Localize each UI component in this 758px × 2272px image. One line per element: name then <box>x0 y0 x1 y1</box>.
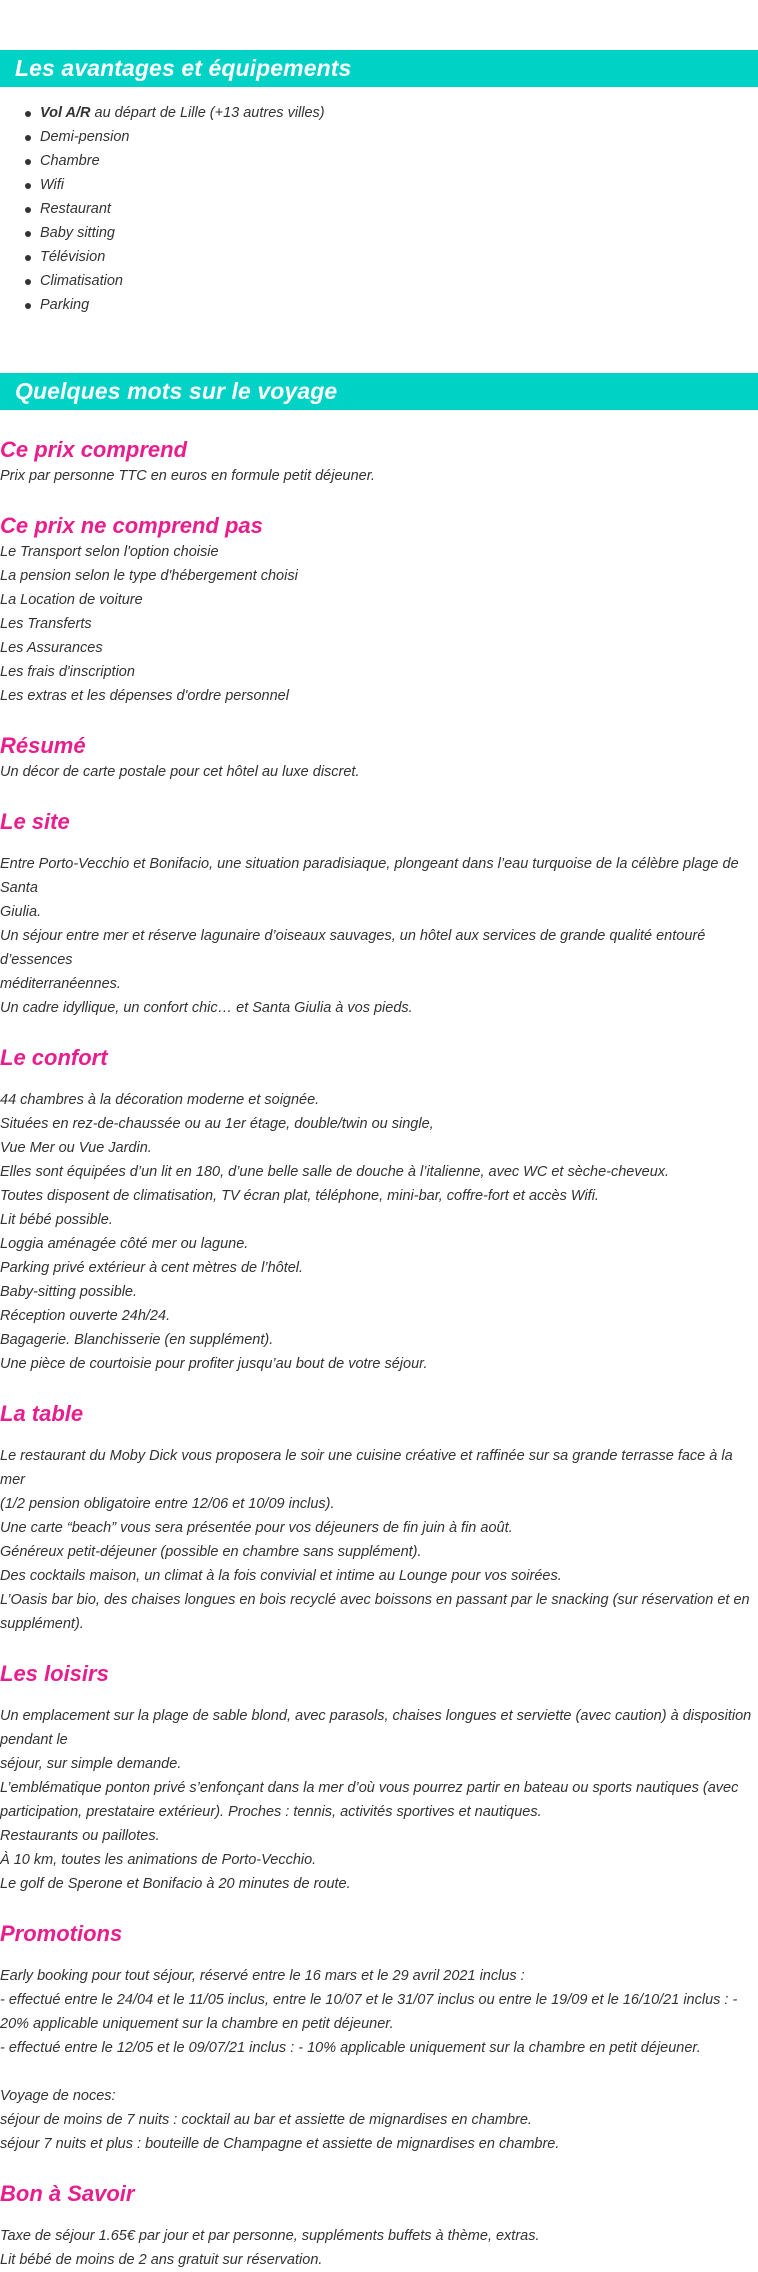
comfort-line: Réception ouverte 24h/24. <box>0 1308 171 1324</box>
comfort-line: Lit bébé possible. <box>0 1212 113 1228</box>
table-line: Des cocktails maison, un climat à la fois convivial et intime au Lounge pour vos soirées. <box>0 1568 562 1584</box>
price-excluded-line: Les extras et les dépenses d'ordre personnel <box>0 688 289 704</box>
comfort-line: Toutes disposent de climatisation, TV écran plat, téléphone, mini-bar, coffre-fort et accès Wifi. <box>0 1188 599 1204</box>
amenity-item: Parking <box>40 293 758 317</box>
spacer <box>0 836 758 852</box>
trip-banner: Quelques mots sur le voyage <box>0 373 758 410</box>
comfort-line: Bagagerie. Blanchisserie (en supplément). <box>0 1332 274 1348</box>
site-line: Un séjour entre mer et réserve lagunaire d’oiseaux sauvages, un hôtel aux services de grande qualité entouré d’essences <box>0 928 706 968</box>
good-to-know-line: Lit bébé de moins de 2 ans gratuit sur réservation. <box>0 2252 323 2268</box>
comfort-line: Situées en rez-de-chaussée ou au 1er étage, double/twin ou single, <box>0 1116 434 1132</box>
comfort-line: Une pièce de courtoisie pour profiter jusqu’au bout de votre séjour. <box>0 1356 428 1372</box>
table-line: Le restaurant du Moby Dick vous proposera le soir une cuisine créative et raffinée sur sa grande terrasse face à la mer <box>0 1448 733 1488</box>
content <box>0 436 758 2272</box>
price-excluded-title: Ce prix ne comprend pas <box>0 513 263 538</box>
promotions-line: - effectué entre le 24/04 et le 11/05 inclus, entre le 10/07 et le 31/07 inclus ou entre le 19/09 et le 16/10/21 inclus : - <box>0 1992 738 2008</box>
spacer <box>0 1428 758 1444</box>
price-excluded-line: Les Transferts <box>0 616 92 632</box>
spacer <box>0 1948 758 1964</box>
site-line: Entre Porto-Vecchio et Bonifacio, une situation paradisiaque, plongeant dans l’eau turquoise de la célèbre plage de Santa <box>0 856 739 896</box>
leisure-line: participation, prestataire extérieur). Proches : tennis, activités sportives et nautiques. <box>0 1804 542 1820</box>
summary-title: Résumé <box>0 733 86 758</box>
comfort-line: Baby-sitting possible. <box>0 1284 138 1300</box>
price-excluded-line: Les Assurances <box>0 640 103 656</box>
table-line: Généreux petit-déjeuner (possible en chambre sans supplément). <box>0 1544 422 1560</box>
promotions-line: 20% applicable uniquement sur la chambre en petit déjeuner. <box>0 2016 394 2032</box>
spacer <box>0 1688 758 1704</box>
price-included-title: Ce prix comprend <box>0 437 188 462</box>
amenity-item: Demi-pension <box>40 125 758 149</box>
table-line: Une carte “beach” vous sera présentée pour vos déjeuners de fin juin à fin août. <box>0 1520 513 1536</box>
comfort-line: Parking privé extérieur à cent mètres de l’hôtel. <box>0 1260 304 1276</box>
amenities-banner: Les avantages et équipements <box>0 50 758 87</box>
table-line: supplément). <box>0 1616 84 1632</box>
table-line: L’Oasis bar bio, des chaises longues en bois recyclé avec boissons en passant par le snacking (sur réservation et en <box>0 1592 750 1608</box>
price-excluded-line: Le Transport selon l'option choisie <box>0 544 219 560</box>
good-to-know-line: Taxe de séjour 1.65€ par jour et par personne, suppléments buffets à thème, extras. <box>0 2228 540 2244</box>
amenity-item: Wifi <box>40 173 758 197</box>
amenity-flight-rest: au départ de Lille (+13 autres villes) <box>90 105 325 121</box>
amenity-item: Chambre <box>40 149 758 173</box>
spacer <box>0 1072 758 1088</box>
amenity-item: Télévision <box>40 245 758 269</box>
price-excluded-line: La Location de voiture <box>0 592 143 608</box>
site-title: Le site <box>0 809 70 834</box>
price-included-line: Prix par personne TTC en euros en formule petit déjeuner. <box>0 468 376 484</box>
leisure-line: L’emblématique ponton privé s’enfonçant dans la mer d’où vous pourrez partir en bateau ou sports nautiques (avec <box>0 1780 739 1796</box>
leisure-line: Restaurants ou paillotes. <box>0 1828 160 1844</box>
amenities-list <box>0 101 758 317</box>
comfort-line: 44 chambres à la décoration moderne et soignée. <box>0 1092 320 1108</box>
promotions-line: séjour 7 nuits et plus : bouteille de Champagne et assiette de mignardises en chambre. <box>0 2136 560 2152</box>
promotions-line: séjour de moins de 7 nuits : cocktail au bar et assiette de mignardises en chambre. <box>0 2112 532 2128</box>
leisure-line: Le golf de Sperone et Bonifacio à 20 minutes de route. <box>0 1876 351 1892</box>
promotions-line: Voyage de noces: <box>0 2088 116 2104</box>
amenity-flight-bold: Vol A/R <box>40 105 91 121</box>
price-excluded-line: Les frais d'inscription <box>0 664 135 680</box>
price-excluded-line: La pension selon le type d'hébergement choisi <box>0 568 298 584</box>
amenity-item-flight <box>40 101 758 125</box>
summary-line: Un décor de carte postale pour cet hôtel au luxe discret. <box>0 764 360 780</box>
amenity-item: Restaurant <box>40 197 758 221</box>
comfort-line: Loggia aménagée côté mer ou lagune. <box>0 1236 249 1252</box>
site-line: Giulia. <box>0 904 42 920</box>
spacer <box>0 2208 758 2224</box>
comfort-line: Elles sont équipées d’un lit en 180, d’une belle salle de douche à l’italienne, avec WC et sèche-cheveux. <box>0 1164 670 1180</box>
leisure-line: pendant le <box>0 1732 68 1748</box>
table-title: La table <box>0 1401 84 1426</box>
spacer <box>0 317 758 373</box>
comfort-title: Le confort <box>0 1045 108 1070</box>
comfort-line: Vue Mer ou Vue Jardin. <box>0 1140 152 1156</box>
promotions-line <box>0 2060 758 2084</box>
site-line: méditerranéennes. <box>0 976 121 992</box>
leisure-title: Les loisirs <box>0 1661 109 1686</box>
amenity-item: Climatisation <box>40 269 758 293</box>
good-to-know-title: Bon à Savoir <box>0 2181 135 2206</box>
leisure-line: À 10 km, toutes les animations de Porto-Vecchio. <box>0 1852 317 1868</box>
amenity-item: Baby sitting <box>40 221 758 245</box>
promotions-title: Promotions <box>0 1921 123 1946</box>
site-line: Un cadre idyllique, un confort chic… et Santa Giulia à vos pieds. <box>0 1000 413 1016</box>
leisure-line: séjour, sur simple demande. <box>0 1756 182 1772</box>
table-line: (1/2 pension obligatoire entre 12/06 et 10/09 inclus). <box>0 1496 335 1512</box>
promotions-line: Early booking pour tout séjour, réservé entre le 16 mars et le 29 avril 2021 inclus : <box>0 1968 525 1984</box>
leisure-line: Un emplacement sur la plage de sable blond, avec parasols, chaises longues et serviette (avec caution) à disposition <box>0 1708 752 1724</box>
promotions-line: - effectué entre le 12/05 et le 09/07/21 inclus : - 10% applicable uniquement sur la chambre en petit déjeuner. <box>0 2040 701 2056</box>
